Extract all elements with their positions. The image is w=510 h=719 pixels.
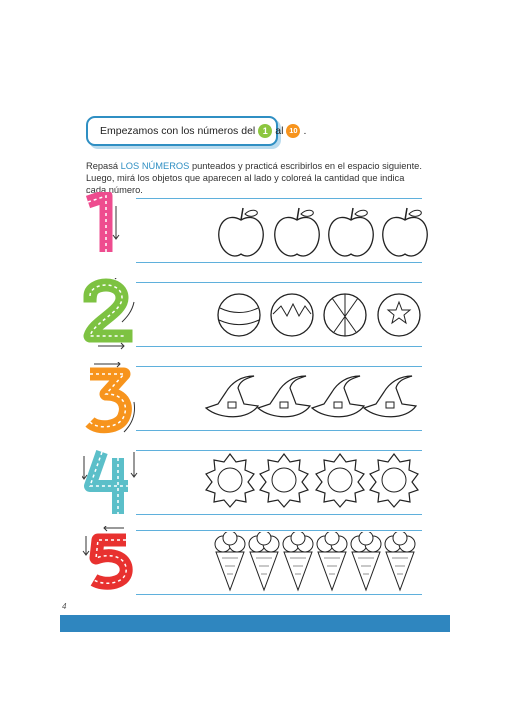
sun-icon: [370, 454, 418, 507]
balls-group: [216, 292, 426, 340]
hats-group: [204, 374, 426, 424]
ice-cream-icon: [283, 532, 313, 590]
footer-bar: [60, 615, 450, 632]
badge-start: 1: [258, 124, 272, 138]
badge-end: 10: [286, 124, 300, 138]
ice-cream-icon: [317, 532, 347, 590]
suns-group: [204, 452, 426, 508]
ice-cream-icon: [215, 532, 245, 590]
writing-line: [136, 514, 422, 515]
sun-icon: [316, 454, 364, 507]
writing-line: [136, 366, 422, 367]
ice-creams-group: [214, 532, 426, 594]
apple-icon: [275, 208, 320, 256]
ball-icon: [218, 294, 260, 336]
witch-hat-icon: [364, 376, 416, 417]
writing-line: [136, 262, 422, 263]
writing-line: [136, 346, 422, 347]
ball-icon: [271, 294, 313, 336]
banner-text: Empezamos con los números del: [100, 125, 256, 137]
witch-hat-icon: [312, 376, 364, 417]
witch-hat-icon: [258, 376, 310, 417]
sun-icon: [206, 454, 254, 507]
instructions: [86, 160, 426, 196]
instructions-part2: punteados y practicá escribirlos en el espacio siguiente. Luego, mirá los objetos que aparecen al lado y coloreá la cantidad que indica cada número.: [86, 161, 422, 195]
ball-icon: [378, 294, 420, 336]
apple-icon: [383, 208, 428, 256]
writing-line: [136, 430, 422, 431]
instructions-part1: Repasá: [86, 161, 121, 171]
writing-line: [136, 450, 422, 451]
banner-connector: al: [275, 125, 284, 137]
title-banner: [86, 116, 307, 146]
page-number: 4: [62, 602, 67, 611]
sun-icon: [260, 454, 308, 507]
apple-icon: [329, 208, 374, 256]
apple-icon: [219, 208, 264, 256]
apples-group: [215, 206, 435, 262]
instructions-highlight: LOS NÚMEROS: [120, 161, 190, 171]
digit-five-tracing: [82, 526, 140, 594]
digit-two-tracing: [78, 278, 138, 350]
digit-four-tracing: [82, 448, 140, 520]
digit-one-tracing: [80, 192, 136, 272]
digit-three-tracing: [80, 362, 140, 440]
ice-cream-icon: [385, 532, 415, 590]
ball-icon: [324, 294, 366, 336]
witch-hat-icon: [206, 376, 258, 417]
writing-line: [136, 282, 422, 283]
writing-line: [136, 594, 422, 595]
banner-end-mark: .: [303, 125, 307, 137]
ice-cream-icon: [249, 532, 279, 590]
writing-line: [136, 198, 422, 199]
writing-line: [136, 530, 422, 531]
ice-cream-icon: [351, 532, 381, 590]
